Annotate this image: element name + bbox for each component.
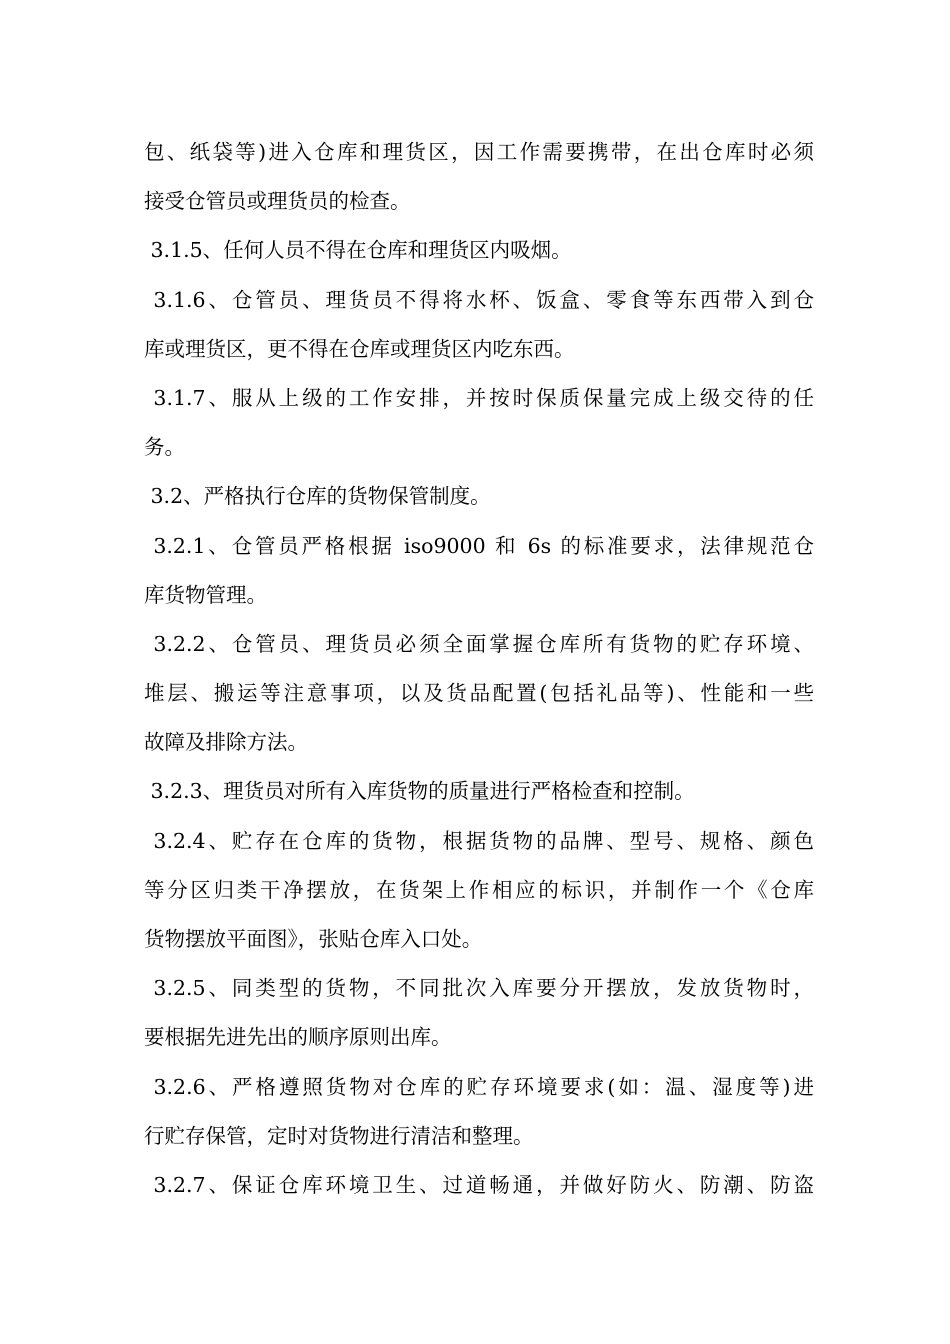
text-line: 等分区归类干净摆放，在货架上作相应的标识，并制作一个《仓库 xyxy=(144,877,814,902)
text-line: 3.2.6、严格遵照货物对仓库的贮存环境要求(如：温、湿度等)进 xyxy=(144,1074,814,1099)
text-line: 3.2.3、理货员对所有入库货物的质量进行严格检查和控制。 xyxy=(144,779,695,804)
document-body xyxy=(144,128,814,1210)
text-line: 库或理货区，更不得在仓库或理货区内吃东西。 xyxy=(144,336,575,361)
text-line: 3.1.5、任何人员不得在仓库和理货区内吸烟。 xyxy=(144,238,572,263)
text-line: 3.2.2、仓管员、理货员必须全面掌握仓库所有货物的贮存环境、 xyxy=(144,631,814,656)
text-line: 3.2.4、贮存在仓库的货物，根据货物的品牌、型号、规格、颜色 xyxy=(144,828,814,853)
text-line: 库货物管理。 xyxy=(144,582,267,607)
text-line: 3.2、严格执行仓库的货物保管制度。 xyxy=(144,484,491,509)
text-line: 3.1.7、服从上级的工作安排，并按时保质保量完成上级交待的任 xyxy=(144,385,814,410)
text-line: 要根据先进先出的顺序原则出库。 xyxy=(144,1025,452,1050)
text-line: 故障及排除方法。 xyxy=(144,730,308,755)
text-line: 3.2.1、仓管员严格根据 iso9000 和 6s 的标准要求，法律规范仓 xyxy=(144,533,814,558)
text-line: 堆层、搬运等注意事项，以及货品配置(包括礼品等)、性能和一些 xyxy=(144,681,814,706)
text-line: 行贮存保管，定时对货物进行清洁和整理。 xyxy=(144,1123,534,1148)
text-line: 货物摆放平面图》，张贴仓库入口处。 xyxy=(144,927,483,951)
text-line: 务。 xyxy=(144,435,185,460)
text-line: 3.2.7、保证仓库环境卫生、过道畅通，并做好防火、防潮、防盗 xyxy=(144,1172,814,1197)
text-line: 3.2.5、同类型的货物，不同批次入库要分开摆放，发放货物时， xyxy=(144,976,814,1001)
text-line: 接受仓管员或理货员的检查。 xyxy=(144,189,411,214)
text-line: 包、纸袋等)进入仓库和理货区，因工作需要携带，在出仓库时必须 xyxy=(144,140,814,164)
text-line: 3.1.6、仓管员、理货员不得将水杯、饭盒、零食等东西带入到仓 xyxy=(144,287,814,312)
